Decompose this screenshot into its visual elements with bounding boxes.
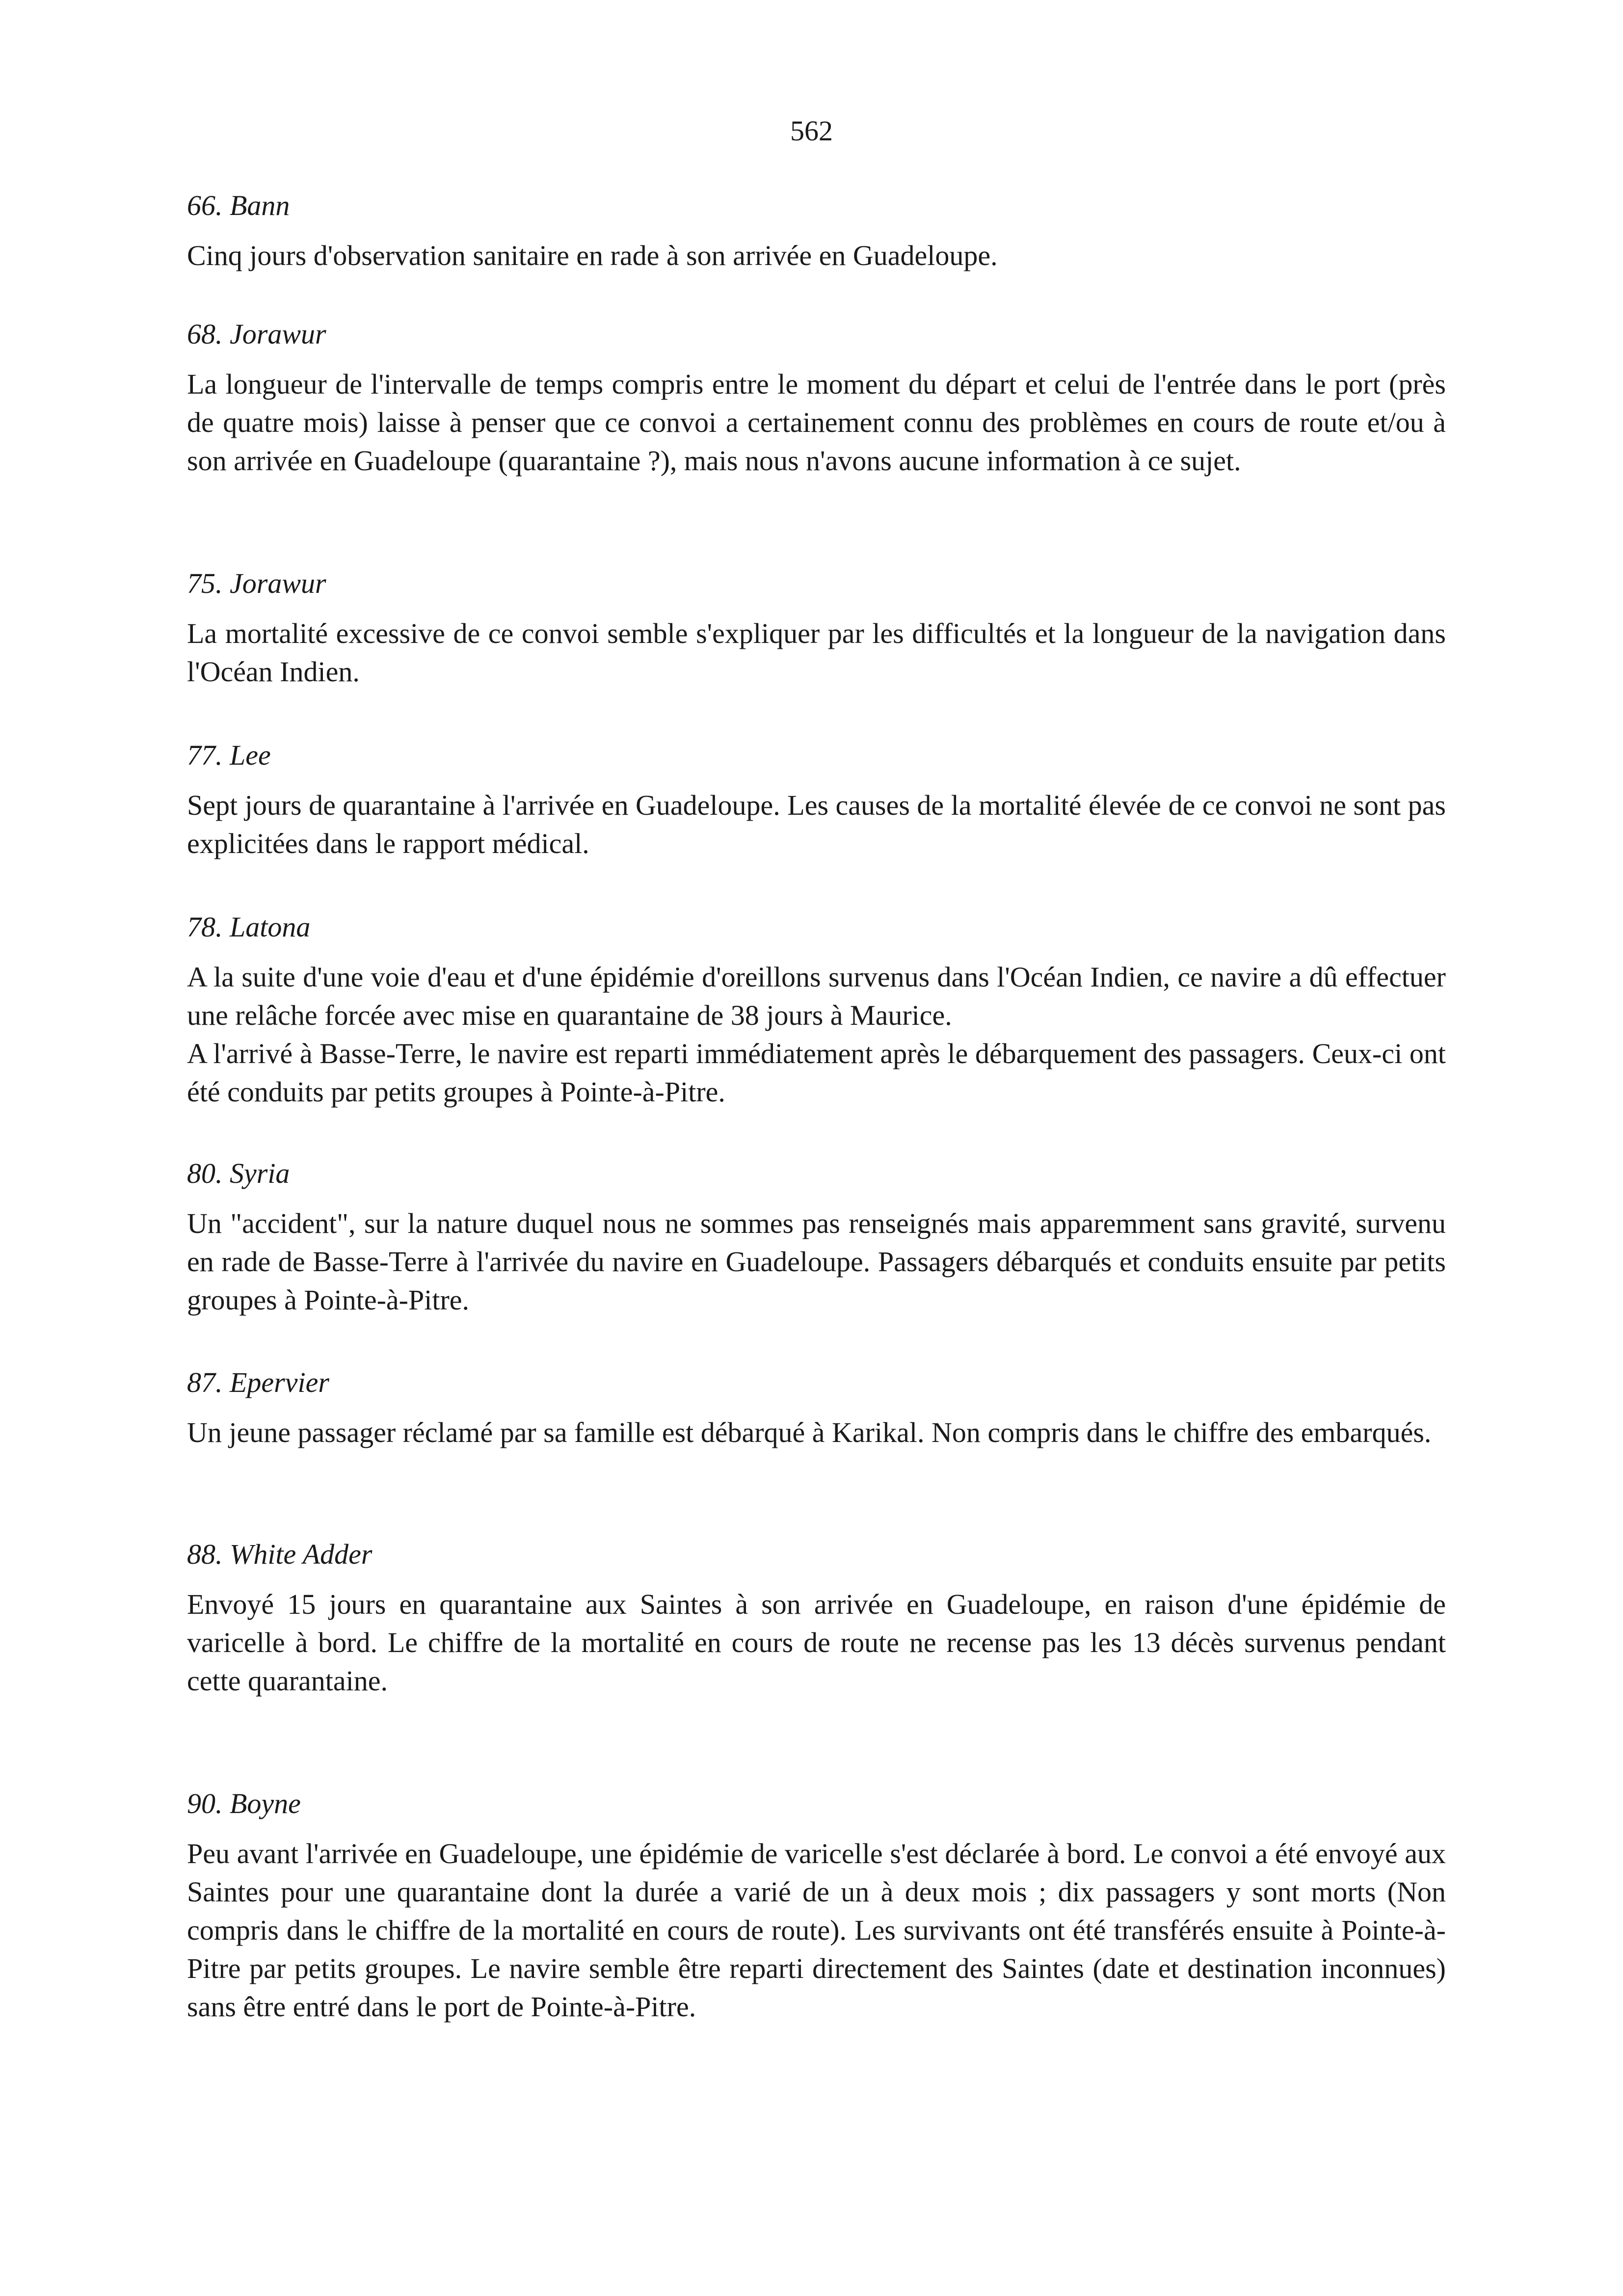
ship-note-body <box>187 1585 1446 1700</box>
ship-note-body <box>187 958 1446 1111</box>
ship-note-title: 90. Boyne <box>187 1788 301 1819</box>
ship-note-paragraph: Peu avant l'arrivée en Guadeloupe, une épidémie de varicelle s'est déclarée à bord. Le convoi a été envoyé aux Saintes pour une quarantaine dont la durée a varié de un à deux mois ; dix passagers y sont morts (Non compris dans le chiffre de la mortalité en cours de route). Les survivants ont été transférés ensuite à Pointe-à-Pitre par petits groupes. Le navire semble être reparti directement des Saintes (date et destination inconnues) sans être entré dans le port de Pointe-à-Pitre. <box>187 1838 1446 2023</box>
ship-note-entry <box>187 1154 1446 1319</box>
ship-note-entry <box>187 908 1446 1111</box>
ship-note-entry <box>187 1535 1446 1700</box>
ship-note-entry <box>187 564 1446 691</box>
ship-note-entry <box>187 315 1446 480</box>
ship-note-paragraph: Un jeune passager réclamé par sa famille est débarqué à Karikal. Non compris dans le chiffre des embarqués. <box>187 1416 1432 1448</box>
ship-note-body <box>187 365 1446 480</box>
ship-note-entry <box>187 1363 1431 1452</box>
ship-note-paragraph: La mortalité excessive de ce convoi semble s'expliquer par les difficultés et la longueur de la navigation dans l'Océan Indien. <box>187 617 1446 688</box>
ship-note-paragraph: Un "accident", sur la nature duquel nous ne sommes pas renseignés mais apparemment sans gravité, survenu en rade de Basse-Terre à l'arrivée du navire en Guadeloupe. Passagers débarqués et conduits ensuite par petits groupes à Pointe-à-Pitre. <box>187 1207 1446 1316</box>
ship-note-title: 88. White Adder <box>187 1538 372 1570</box>
ship-note-paragraph: Sept jours de quarantaine à l'arrivée en Guadeloupe. Les causes de la mortalité élevée de ce convoi ne sont pas explicitées dans le rapport médical. <box>187 789 1446 859</box>
ship-note-title: 80. Syria <box>187 1157 290 1189</box>
ship-note-body <box>187 1414 1431 1452</box>
ship-note-body <box>187 237 998 275</box>
ship-note-paragraph: Cinq jours d'observation sanitaire en rade à son arrivée en Guadeloupe. <box>187 240 998 271</box>
ship-note-body <box>187 786 1446 863</box>
ship-note-paragraph: A l'arrivé à Basse-Terre, le navire est reparti immédiatement après le débarquement des passagers. Ceux-ci ont été conduits par petits groupes à Pointe-à-Pitre. <box>187 1038 1446 1108</box>
ship-note-title: 75. Jorawur <box>187 567 326 599</box>
ship-note-title: 87. Epervier <box>187 1366 329 1398</box>
ship-note-paragraph: Envoyé 15 jours en quarantaine aux Saintes à son arrivée en Guadeloupe, en raison d'une épidémie de varicelle à bord. Le chiffre de la mortalité en cours de route ne recense pas les 13 décès survenus pendant cette quarantaine. <box>187 1588 1446 1697</box>
ship-note-title: 66. Bann <box>187 189 290 221</box>
ship-note-title: 68. Jorawur <box>187 318 326 350</box>
ship-note-body <box>187 1835 1446 2026</box>
ship-note-title: 78. Latona <box>187 911 311 943</box>
ship-note-entry <box>187 187 998 275</box>
ship-note-body <box>187 1204 1446 1319</box>
ship-note-paragraph: A la suite d'une voie d'eau et d'une épidémie d'oreillons survenus dans l'Océan Indien, ce navire a dû effectuer une relâche forcée avec mise en quarantaine de 38 jours à Maurice. <box>187 961 1446 1031</box>
ship-note-paragraph: La longueur de l'intervalle de temps compris entre le moment du départ et celui de l'entrée dans le port (près de quatre mois) laisse à penser que ce convoi a certainement connu des problèmes en cours de route et/ou à son arrivée en Guadeloupe (quarantaine ?), mais nous n'avons aucune information à ce sujet. <box>187 368 1446 477</box>
ship-note-entry <box>187 1785 1446 2026</box>
page-number: 562 <box>790 115 833 147</box>
ship-note-entry <box>187 736 1446 863</box>
ship-note-body <box>187 614 1446 691</box>
ship-note-title: 77. Lee <box>187 739 271 771</box>
